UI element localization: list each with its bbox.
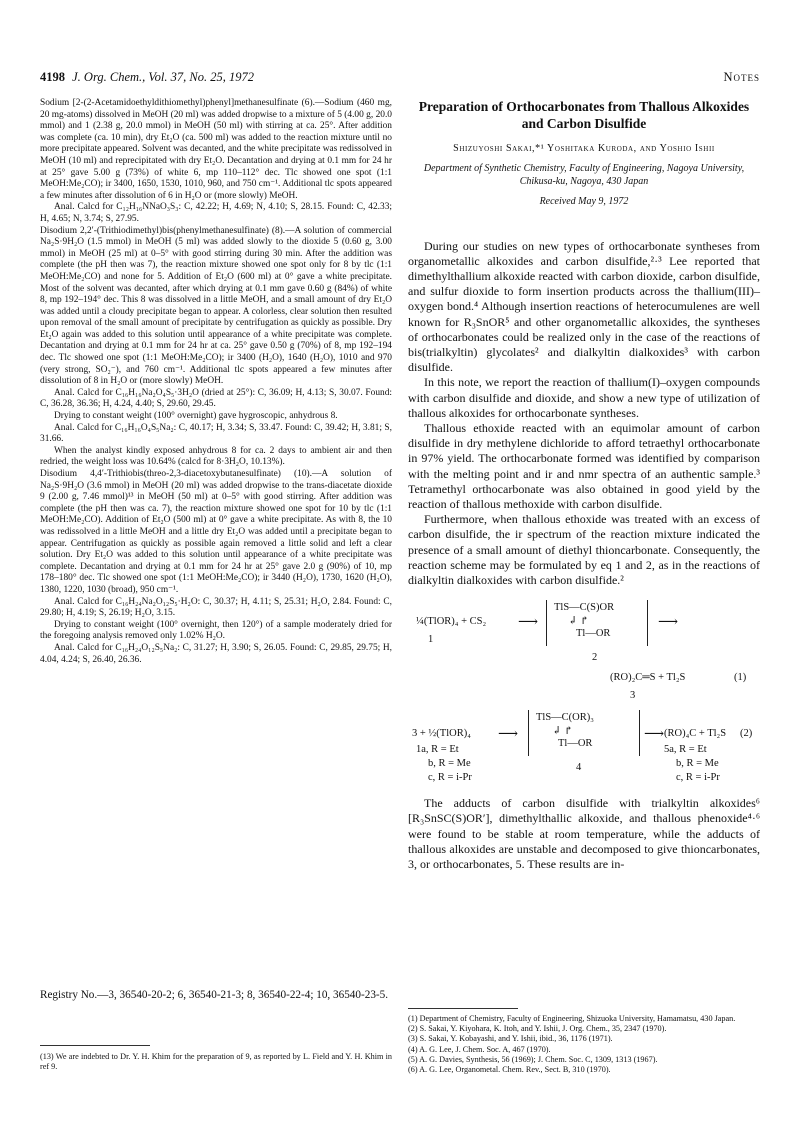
curved-arrow-icon: ↲ ↱ xyxy=(568,615,590,628)
reaction-arrow: ⟶ xyxy=(644,727,665,743)
compound-number-2: 2 xyxy=(592,652,598,664)
reaction-arrow: ⟶ xyxy=(518,615,539,631)
received-date: Received May 9, 1972 xyxy=(539,196,629,207)
registry-numbers: Registry No.—3, 36540-20-2; 6, 36540-21-3; 8, 36540-22-4; 10, 36540-23-5. xyxy=(40,989,389,1001)
reaction-arrow: ⟶ xyxy=(498,727,519,743)
right-column xyxy=(408,98,760,872)
reactant-2: 3 + ½(TlOR)₄ xyxy=(412,728,471,740)
equation-number-2: (2) xyxy=(740,728,753,740)
intermediate-2-top: TlS—C(S)OR xyxy=(554,602,615,614)
page-number: 4198 xyxy=(40,70,65,84)
header-left xyxy=(40,70,254,85)
experimental-paragraph: When the analyst kindly exposed anhydrous 8 for ca. 2 days to ambient air and then redried, the weight loss was 10.64% (calcd for 8·3H₂O, 10.13%). xyxy=(40,445,392,468)
body-paragraph: Furthermore, when thallous ethoxide was treated with an excess of carbon disulfide, the ir spectrum of the reaction mixture indicated the presence of a small amount of diethyl thioncarbonate. Consequently, the reaction scheme may be formulated by eq 1 and 2, as in the reactions of dialkyltin dialkoxides with carbon disulfide.² xyxy=(408,512,760,587)
body-paragraph: The adducts of carbon disulfide with trialkyltin alkoxides⁶ [R₃SnSC(S)OR′], dimethylthallic alkoxide, and thallous phenoxide⁴·⁶ were found to be stable at room temperature, while the adducts of thallous alkoxides are unstable and decomposed to give thioncarbonates, 3, or orthocarbonates, 5. These results are in- xyxy=(408,796,760,871)
compound-number-1: 1 xyxy=(428,634,434,646)
journal-citation: J. Org. Chem., Vol. 37, No. 25, 1972 xyxy=(72,70,254,84)
analysis-paragraph: Anal. Calcd for C₁₆H₁₆Na₂O₄S₅·3H₂O (dried at 25°): C, 36.09; H, 4.13; S, 30.07. Found: C, 36.28, 36.36; H, 4.24, 4.40; S, 29.60, 29.45. xyxy=(40,387,392,410)
body-paragraph: During our studies on new types of orthocarbonate syntheses from organometallic alkoxides and carbon disulfide,²·³ Lee reported that dimethylthallium alkoxide reacted with carbon dioxide, carbon disulfide, and sulfur dioxide to form insertion products across the thallium(III)–oxygen bond.⁴ Although insertion reactions of heterocumulenes are well known for R₃SnOR⁵ and other organometallic alkoxides, the syntheses of orthocarbonates could be realized only in the case of the reactions of bis(trialkyltin) glycolates² and dialkyltin dialkoxides³ with carbon disulfide. xyxy=(408,238,760,375)
footnote: (3) S. Sakai, Y. Kobayashi, and Y. Ishii, ibid., 36, 1176 (1971). xyxy=(408,1034,613,1044)
product-eq2: (RO)₄C + Tl₂S xyxy=(664,728,727,740)
footnote: (2) S. Sakai, Y. Kiyohara, K. Itoh, and Y. Ishii, J. Org. Chem., 35, 2347 (1970). xyxy=(408,1024,667,1034)
experimental-paragraph: Disodium 2,2′-(Trithiodimethyl)bis(phenylmethanesulfinate) (8).—A solution of commercial Na₂S·9H₂O (1.5 mmol) in MeOH (5 ml) was added slowly to the dioxide 5 (0.60 g, 3.00 mmol) in MeOH (25 ml) at 0–5° with good stirring during 30 min. After the addition was complete (the pH then was 7), the reaction mixture showed one spot only for 8 by tlc (1:1 MeOH:Me₂CO) and none for 5. Addition of Et₂O (600 ml) at 0° gave a white precipitate. Most of the solvent was decanted, after which drying at 0.1 mm gave 0.60 g (84%) of white 8, mp 192–194° dec. This 8 was dissolved in a little MeOH, and a small amount of dry Et₂O was added until a cloudy precipitate began to appear. A colorless, clear solution then resulted upon removal of the small amount of precipitate by centrifugation as quickly as possible. Dry Et₂O again was added to this solution until appearance of a white precipitate was complete. Decantation and drying at 0.1 mm for 24 hr at ca. 25° gave 0.50 g (70%) of 8, mp 192–194 dec. Tlc showed one spot (1:1 MeOH:Me₂CO); ir 3400 (H₂O), 1640 (H₂O), 1010 and 970 (very strong, SO₂⁻), and 760 cm⁻¹. Additional tlc spots appeared a few minutes after dissolution of 8 in H₂O or (more slowly) MeOH. xyxy=(40,225,392,387)
analysis-paragraph: Anal. Calcd for C₁₆H₂₄Na₂O₁₂S₅·H₂O: C, 30.37; H, 4.11; S, 25.31; H₂O, 2.84. Found: C, 29.80; H, 4.19; S, 26.19; H₂O, 3.15. xyxy=(40,596,392,619)
article-body-continued xyxy=(408,796,760,872)
footnote: (4) A. G. Lee, J. Chem. Soc. A, 467 (1970). xyxy=(408,1044,551,1054)
body-paragraph: Thallous ethoxide reacted with an equimolar amount of carbon disulfide in dry methylene dichloride to afford tetraethyl orthocarbonate in 97% yield. The orthocarbonate formed was identified by comparison with the melting point and ir and nmr spectra of an authentic sample.³ Tetramethyl orthocarbonate was also obtained in good yield by the reaction of thallous methoxide with carbon disulfide. xyxy=(408,420,760,511)
substituent-label: c, R = i-Pr xyxy=(676,772,720,784)
footnote: (5) A. G. Davies, Synthesis, 56 (1969); J. Chem. Soc. C, 1309, 1313 (1967). xyxy=(408,1054,658,1064)
experimental-paragraph: Drying to constant weight (100° overnight, then 120°) of a sample moderately dried for the foregoing analysis removed only 1.02% H₂O. xyxy=(40,619,392,642)
equation-number-1: (1) xyxy=(734,672,747,684)
compound-number-3: 3 xyxy=(630,690,636,702)
article-body xyxy=(408,239,760,589)
substituent-label: b, R = Me xyxy=(676,758,719,770)
footnote-divider xyxy=(408,1008,518,1009)
intermediate-4-top: TlS—C(OR)₃ xyxy=(536,712,594,724)
intermediate-4-bottom: Tl—OR xyxy=(558,738,593,750)
footnote: (1) Department of Chemistry, Faculty of Engineering, Shizuoka University, Hamamatsu, 430 Japan. xyxy=(408,1014,736,1023)
footnotes xyxy=(408,1014,760,1075)
reaction-arrow: ⟶ xyxy=(658,615,679,631)
section-name: Notes xyxy=(723,70,760,84)
analysis-paragraph: Anal. Calcd for C₁₆H₂₄O₁₂S₅Na₂: C, 31.27; H, 3.90; S, 26.05. Found: C, 29.85, 29.75; H, 4.04, 4.24; S, 26.40, 26.36. xyxy=(40,642,392,665)
article-title: Preparation of Orthocarbonates from Thallous Alkoxides and Carbon Disulfide xyxy=(418,99,750,131)
compound-number-4: 4 xyxy=(576,762,582,774)
page-header xyxy=(40,70,760,86)
intermediate-2-bottom: Tl—OR xyxy=(576,628,611,640)
substituent-label: 1a, R = Et xyxy=(416,744,459,756)
article-affiliation: Department of Synthetic Chemistry, Faculty of Engineering, Nagoya University, Chikusa-ku, Nagoya, 430 Japan xyxy=(423,163,745,187)
product-eq1: (RO)₂C═S + Tl₂S xyxy=(610,672,686,684)
substituent-label: 5a, R = Et xyxy=(664,744,707,756)
curved-arrow-icon: ↲ ↱ xyxy=(552,725,574,738)
footnote: (6) A. G. Lee, Organometal. Chem. Rev., Sect. B, 310 (1970). xyxy=(408,1065,611,1075)
article-authors: Shizuyoshi Sakai,*¹ Yoshitaka Kuroda, and Yoshio Ishii xyxy=(453,143,715,154)
substituent-label: c, R = i-Pr xyxy=(428,772,472,784)
substituent-label: b, R = Me xyxy=(428,758,471,770)
reaction-scheme xyxy=(408,594,760,790)
footnote-divider xyxy=(40,1045,150,1046)
reactant-1: ¼(TlOR)₄ + CS₂ xyxy=(416,616,487,628)
body-paragraph: In this note, we report the reaction of thallium(I)–oxygen compounds with carbon disulfide and dioxide, and show a new type of utilization of thallous alkoxides for orthocarbonate syntheses. xyxy=(408,375,760,420)
experimental-paragraph: Sodium [2-(2-Acetamidoethyldithiomethyl)phenyl]methanesulfinate (6).—Sodium (460 mg, 20 mg-atoms) dissolved in MeOH (20 ml) was added dropwise to a mixture of 5 (4.00 g, 20.0 mmol) and 1 (2.38 g, 20.0 mmol) in MeOH (50 ml) with stirring at ca. 25°. After addition was complete (ca. 10 min), dry Et₂O (ca. 500 ml) was added to the reaction mixture until no more precipitate appeared. Solvent was decanted, and the white precipitate was redissolved in MeOH (10 ml) and reprecipitated with dry Et₂O. Decantation and drying at 0.1 mm for 24 hr at 25° gave 5.00 g (73%) of white 6, mp 110–112° dec. Tlc showed one spot (1:1 MeOH:Me₂CO); ir 3400, 1650, 1530, 1010, 960, and 750 cm⁻¹. Additional tlc spots appeared a few minutes after dissolution of 6 in H₂O or (more slowly) MeOH. xyxy=(40,98,392,201)
analysis-paragraph: Anal. Calcd for C₁₆H₁₆O₄S₅Na₂: C, 40.17; H, 3.34; S, 33.47. Found: C, 39.42; H, 3.81; S, 31.66. xyxy=(40,422,392,445)
footnote: (13) We are indebted to Dr. Y. H. Khim for the preparation of 9, as reported by L. Field and Y. H. Khim in ref 9. xyxy=(40,1052,392,1071)
analysis-paragraph: Anal. Calcd for C₁₂H₁₆NNaO₃S₃: C, 42.22; H, 4.69; N, 4.10; S, 28.15. Found: C, 42.33; H, 4.65; N, 3.74; S, 27.95. xyxy=(40,202,392,224)
left-column xyxy=(40,98,392,666)
experimental-paragraph: Disodium 4,4′-Trithiobis(threo-2,3-diacetoxybutanesulfinate) (10).—A solution of Na₂S·9H₂O (3.6 mmol) in MeOH (20 ml) was added dropwise to the trans-diacetate dioxide 9 (2.00 g, 7.46 mmol)¹³ in MeOH (50 ml) at 0–5° with good stirring. After addition was complete (the pH then was ca. 7), the reaction mixture showed one spot for 10 by tlc (1:1 MeOH:Me₂CO). Addition of Et₂O (500 ml) at 0° gave a white precipitate. As with 8, the 10 was redissolved in a little MeOH and a little dry Et₂O was added until a precipitate began to appear. Centrifugation as quickly as possible again removed a little solid and left a clear solution. Dry Et₂O was added to this solution until appearance of a white precipitate was complete. Decantation and drying at 0.1 mm for 24 hr at 25° gave 2.0 g (90%) of 10, mp 178–180° dec. Tlc showed one spot (1:1 MeOH:Me₂CO); ir 3440 (H₂O), 1730, 1620 (H₂O), 1380, 1220, 1030 (broad), 950 cm⁻¹. xyxy=(40,469,392,595)
experimental-paragraph: Drying to constant weight (100° overnight) gave hygroscopic, anhydrous 8. xyxy=(54,411,338,422)
